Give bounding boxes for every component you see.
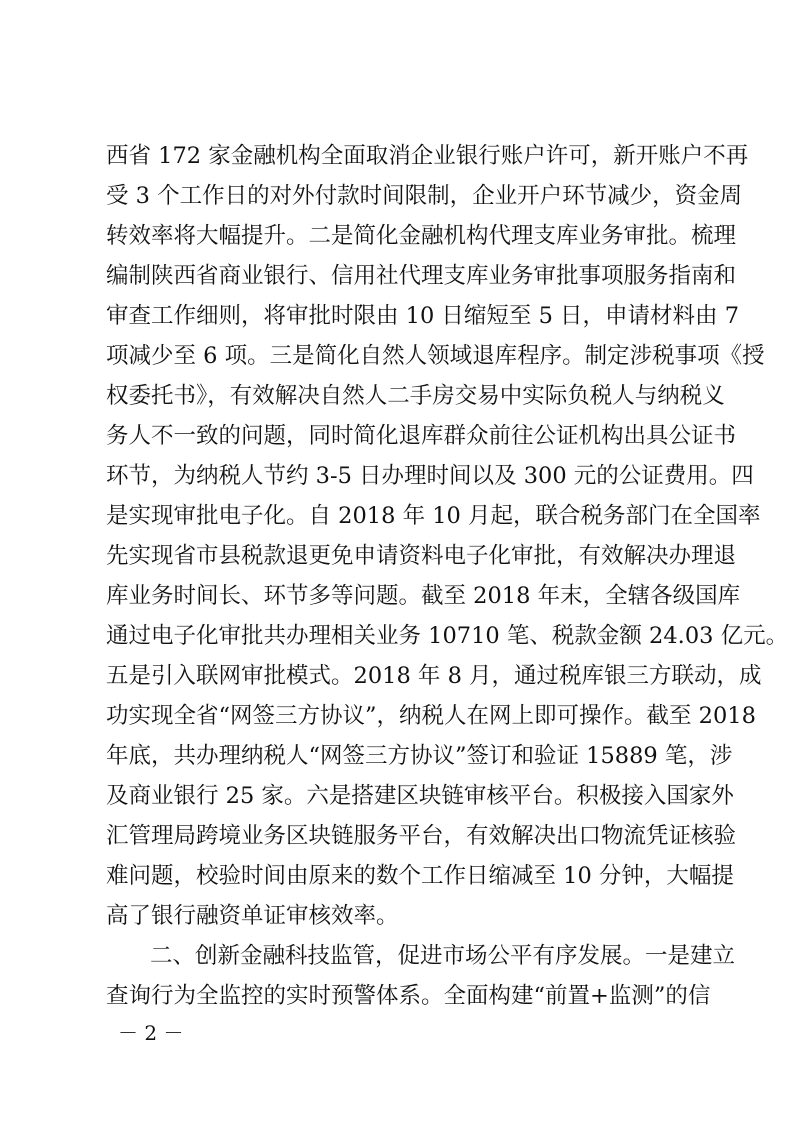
text-line-16: 年底，共办理纳税人“网签三方协议”签订和验证 15889 笔，涉 bbox=[106, 743, 733, 769]
text-line-12: 库业务时间长、环节多等问题。截至 2018 年末，全辖各级国库 bbox=[106, 583, 741, 609]
text-line-18: 汇管理局跨境业务区块链服务平台，有效解决出口物流凭证核验 bbox=[106, 823, 737, 849]
section-heading-line: 二、创新金融科技监管，促进市场公平有序发展。一是建立 bbox=[150, 943, 736, 969]
text-line-2: 受 3 个工作日的对外付款时间限制，企业开户环节减少，资金周 bbox=[106, 183, 743, 209]
text-line-1: 西省 172 家金融机构全面取消企业银行账户许可，新开账户不再 bbox=[106, 143, 749, 169]
page-number: － 2 － bbox=[118, 1021, 184, 1045]
text-line-7: 权委托书》，有效解决自然人二手房交易中实际负税人与纳税义 bbox=[106, 383, 725, 409]
text-line-11: 先实现省市县税款退更免申请资料电子化审批，有效解决办理退 bbox=[106, 543, 737, 569]
text-line-9: 环节，为纳税人节约 3-5 日办理时间以及 300 元的公证费用。四 bbox=[106, 463, 754, 489]
text-line-6: 项减少至 6 项。三是简化自然人领域退库程序。制定涉税事项《授 bbox=[106, 343, 765, 369]
text-line-13: 通过电子化审批共办理相关业务 10710 笔、税款金额 24.03 亿元。 bbox=[106, 623, 789, 649]
text-line-15: 功实现全省“网签三方协议”，纳税人在网上即可操作。截至 2018 bbox=[106, 703, 756, 729]
text-line-22: 查询行为全监控的实时预警体系。全面构建“前置+监测”的信 bbox=[106, 983, 711, 1009]
text-line-8: 务人不一致的问题，同时简化退库群众前往公证机构出具公证书 bbox=[106, 423, 737, 449]
text-line-20: 高了银行融资单证审核效率。 bbox=[106, 903, 399, 929]
text-line-17: 及商业银行 25 家。六是搭建区块链审核平台。积极接入国家外 bbox=[106, 783, 734, 809]
text-line-14: 五是引入联网审批模式。2018 年 8 月，通过税库银三方联动，成 bbox=[106, 663, 762, 689]
text-line-3: 转效率将大幅提升。二是简化金融机构代理支库业务审批。梳理 bbox=[106, 223, 737, 249]
text-line-4: 编制陕西省商业银行、信用社代理支库业务审批事项服务指南和 bbox=[106, 263, 737, 289]
text-line-19: 难问题，校验时间由原来的数个工作日缩减至 10 分钟，大幅提 bbox=[106, 863, 734, 889]
text-line-5: 审查工作细则，将审批时限由 10 日缩短至 5 日，申请材料由 7 bbox=[106, 303, 740, 329]
text-line-10: 是实现审批电子化。自 2018 年 10 月起，联合税务部门在全国率 bbox=[106, 503, 761, 529]
